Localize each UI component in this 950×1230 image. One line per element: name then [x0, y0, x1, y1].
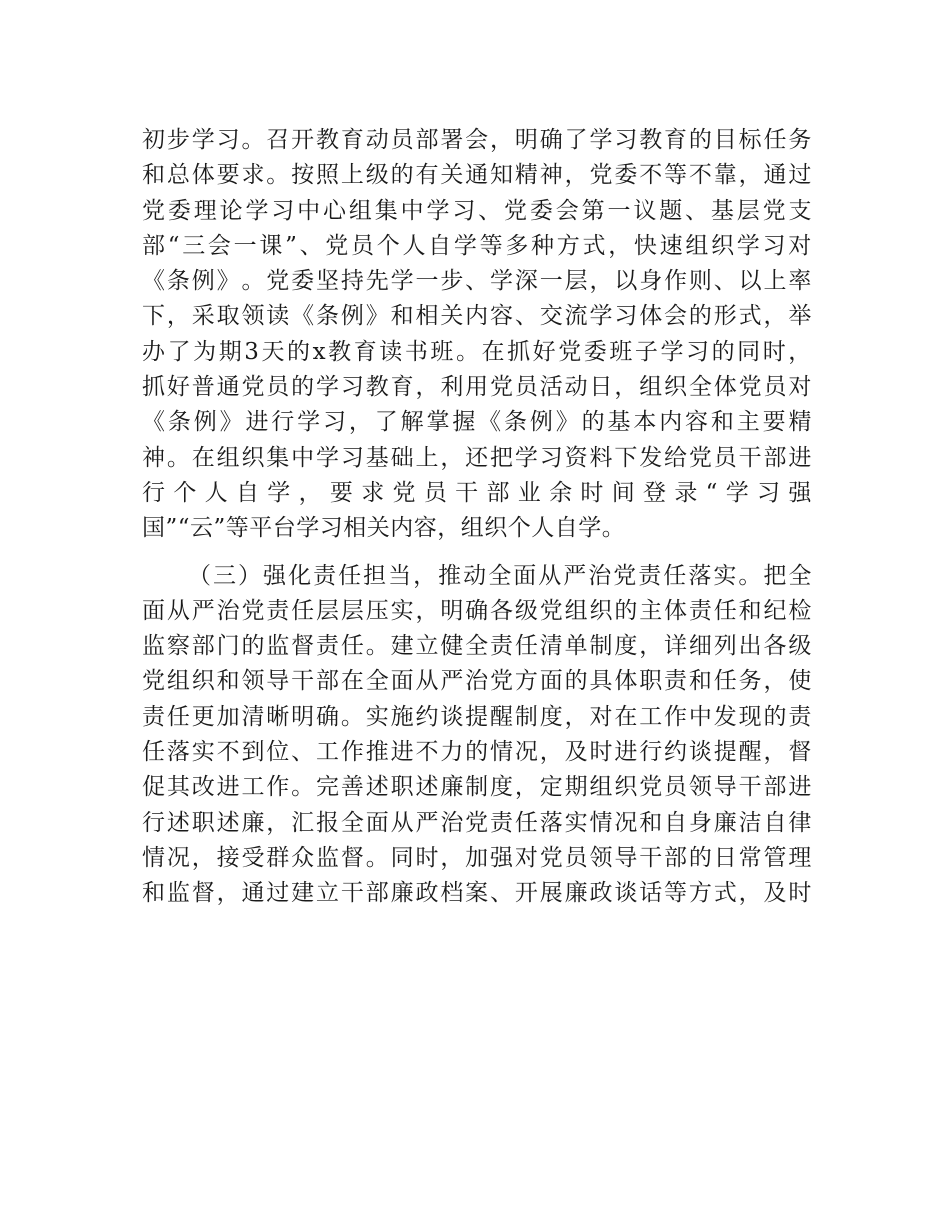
document-body — [142, 123, 812, 912]
text-line: 行 述 职 述 廉 ， 汇 报 全 面 从 严 治 党 责 任 落 实 情 况 和 自 身 廉 洁 自 律 — [142, 809, 812, 836]
text-line: 党 组 织 和 领 导 干 部 在 全 面 从 严 治 党 方 面 的 具 体 职 责 和 任 务 ， 使 — [142, 668, 812, 695]
text-line: 下 ， 采 取 领 读 《 条 例 》 和 相 关 内 容 、 交 流 学 习 体 会 的 形 式 ， 举 — [142, 303, 812, 330]
text-line: 《 条 例 》 。 党 委 坚 持 先 学 一 步 、 学 深 一 层 ， 以 身 作 则 、 以 上 率 — [142, 268, 812, 295]
text-line: 抓 好 普 通 党 员 的 学 习 教 育 ， 利 用 党 员 活 动 日 ， 组 织 全 体 党 员 对 — [142, 374, 812, 401]
text-line: 情 况 ， 接 受 群 众 监 督 。 同 时 ， 加 强 对 党 员 领 导 干 部 的 日 常 管 理 — [142, 844, 812, 871]
text-line: 部 “ 三 会 一 课 ” 、 党 员 个 人 自 学 等 多 种 方 式 ， 快 速 组 织 学 习 对 — [142, 232, 812, 259]
paragraph-gap — [142, 547, 812, 559]
text-line: 和 监 督 ， 通 过 建 立 干 部 廉 政 档 案 、 开 展 廉 政 谈 话 等 方 式 ， 及 时 — [142, 880, 812, 907]
text-line: 国”“云”等平台学习相关内容，组织个人自学。 — [142, 515, 626, 542]
text-line: 面 从 严 治 党 责 任 层 层 压 实 ， 明 确 各 级 党 组 织 的 主 体 责 任 和 纪 检 — [142, 597, 812, 624]
text-line: 《 条 例 》 进 行 学 习 ， 了 解 掌 握 《 条 例 》 的 基 本 内 容 和 主 要 精 — [142, 409, 812, 436]
text-line: 行 个 人 自 学 ， 要 求 党 员 干 部 业 余 时 间 登 录 “ 学 习 强 — [142, 479, 812, 506]
text-line: 党 委 理 论 学 习 中 心 组 集 中 学 习 、 党 委 会 第 一 议 题 、 基 层 党 支 — [142, 197, 812, 224]
text-line: 促 其 改 进 工 作 。 完 善 述 职 述 廉 制 度 ， 定 期 组 织 党 员 领 导 干 部 进 — [142, 774, 812, 801]
text-line: 任 落 实 不 到 位 、 工 作 推 进 不 力 的 情 况 ， 及 时 进 行 约 谈 提 醒 ， 督 — [142, 739, 812, 766]
paragraph-1 — [142, 123, 812, 547]
text-line: 和 总 体 要 求 。 按 照 上 级 的 有 关 通 知 精 神 ， 党 委 不 等 不 靠 ， 通 过 — [142, 162, 812, 189]
text-line: 初 步 学 习 。 召 开 教 育 动 员 部 署 会 ， 明 确 了 学 习 教 育 的 目 标 任 务 — [142, 127, 812, 153]
text-line: 监 察 部 门 的 监 督 责 任 。 建 立 健 全 责 任 清 单 制 度 ， 详 细 列 出 各 级 — [142, 633, 812, 660]
text-line-indented: （ 三 ） 强 化 责 任 担 当 ， 推 动 全 面 从 严 治 党 责 任 落 实 。 把 全 — [188, 562, 812, 589]
paragraph-2 — [142, 559, 812, 912]
text-line: 神 。 在 组 织 集 中 学 习 基 础 上 ， 还 把 学 习 资 料 下 发 给 党 员 干 部 进 — [142, 444, 812, 471]
text-line: 办 了 为 期 3 天 的 x 教 育 读 书 班 。 在 抓 好 党 委 班 子 学 习 的 同 时 ， — [142, 338, 812, 365]
text-line: 责 任 更 加 清 晰 明 确 。 实 施 约 谈 提 醒 制 度 ， 对 在 工 作 中 发 现 的 责 — [142, 703, 812, 730]
